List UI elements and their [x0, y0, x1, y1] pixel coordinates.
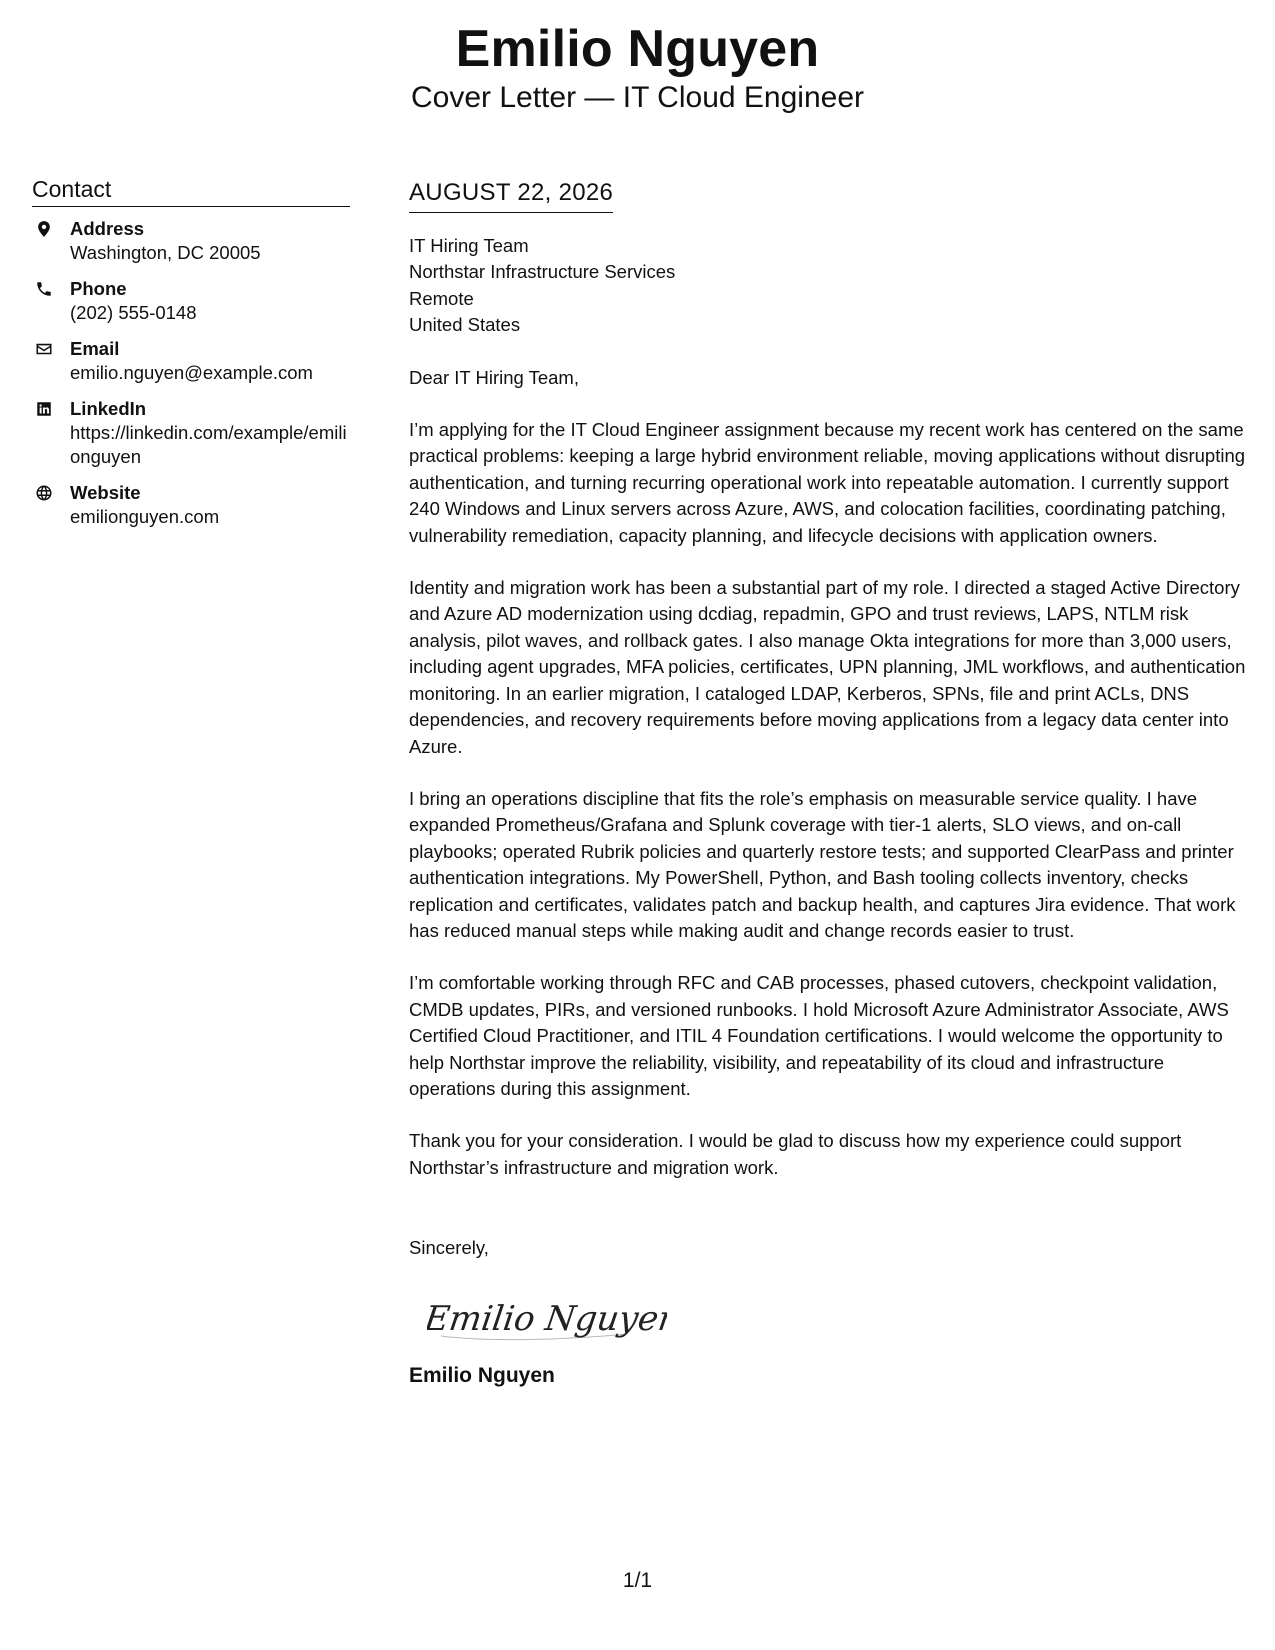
- contact-heading: Contact: [32, 175, 350, 207]
- contact-item-phone: [32, 277, 350, 325]
- contact-item-website: [32, 481, 350, 529]
- page-number: 1/1: [622, 1569, 653, 1592]
- body-paragraph: I bring an operations discipline that fits the role’s emphasis on measurable service quality. I have expanded Prometheus/Grafana and Splunk coverage with tier-1 alerts, SLO views, and on-call playbooks; operated Rubrik policies and quarterly restore tests; and supported ClearPass and printer authentication integrations. My PowerShell, Python, and Bash tooling collects inventory, checks replication and certificates, validates patch and backup health, and captures Jira evidence. That work has reduced manual steps while making audit and change records easier to trust.: [409, 787, 1236, 941]
- contact-label: Email: [70, 338, 120, 359]
- contact-label: LinkedIn: [70, 398, 147, 419]
- recipient-line: IT Hiring Team: [409, 235, 529, 256]
- address-value: Washington, DC 20005: [70, 242, 261, 263]
- contact-label: Phone: [70, 278, 127, 299]
- letter-date: AUGUST 22, 2026: [409, 178, 613, 213]
- contact-label: Website: [70, 482, 141, 503]
- body-paragraph: I’m comfortable working through RFC and CAB processes, phased cutovers, checkpoint validation, CMDB updates, PIRs, and versioned runbooks. I hold Microsoft Azure Administrator Associate, AWS Certified Cloud Practitioner, and ITIL 4 Foundation certifications. I would welcome the opportunity to help Northstar improve the reliability, visibility, and repeatability of its cloud and infrastructure operations during this assignment.: [409, 972, 1229, 1099]
- applicant-name: Emilio Nguyen: [455, 20, 820, 78]
- salutation: Dear IT Hiring Team,: [409, 366, 579, 388]
- body-paragraph: Identity and migration work has been a substantial part of my role. I directed a staged Active Directory and Azure AD modernization using dcdiag, repadmin, GPO and trust reviews, LAPS, NTLM risk analysis, pilot waves, and rollback gates. I also manage Okta integrations for more than 3,000 users, including agent upgrades, MFA policies, certificates, UPN planning, JML workflows, and authentication monitoring. In an earlier migration, I cataloged LDAP, Kerberos, SPNs, file and print ACLs, DNS dependencies, and recovery requirements before moving applications from a legacy data center into Azure.: [409, 577, 1246, 757]
- globe-icon: [32, 481, 70, 505]
- recipient-line: United States: [409, 314, 521, 336]
- signature-glyphs: Emilio Nguyen: [427, 1298, 667, 1339]
- recipient-line: Remote: [409, 287, 474, 309]
- contact-label: Address: [70, 218, 145, 239]
- location-pin-icon: [32, 217, 70, 241]
- contact-item-linkedin: [32, 397, 350, 469]
- closing: Sincerely,: [409, 1237, 489, 1259]
- linkedin-value[interactable]: https://linkedin.com/example/emilionguyen: [70, 422, 347, 467]
- recipient-line: Northstar Infrastructure Services: [409, 261, 676, 283]
- website-value[interactable]: emilionguyen.com: [70, 506, 220, 527]
- letter-body: [409, 178, 1254, 1390]
- phone-value[interactable]: (202) 555-0148: [70, 302, 197, 323]
- contact-item-email: [32, 337, 350, 385]
- body-paragraph: I’m applying for the IT Cloud Engineer assignment because my recent work has centered on the same practical problems: keeping a large hybrid environment reliable, moving applications without disrupting authentication, and turning recurring operational work into repeatable automation. I currently support 240 Windows and Linux servers across Azure, AWS, and colocation facilities, coordinating patching, vulnerability remediation, capacity planning, and lifecycle decisions with application owners.: [409, 419, 1246, 546]
- envelope-icon: [32, 337, 70, 361]
- phone-icon: [32, 277, 70, 301]
- letter-header: [0, 18, 1275, 116]
- recipient-block: [409, 233, 1254, 339]
- body-paragraph: Thank you for your consideration. I would be glad to discuss how my experience could support Northstar’s infrastructure and migration work.: [409, 1130, 1182, 1178]
- email-value[interactable]: emilio.nguyen@example.com: [70, 362, 313, 383]
- handwritten-signature: [427, 1288, 667, 1348]
- document-subtitle: Cover Letter — IT Cloud Engineer: [410, 81, 864, 114]
- contact-item-address: [32, 217, 350, 265]
- signer-name: Emilio Nguyen: [409, 1363, 555, 1387]
- contact-sidebar: [32, 175, 350, 541]
- linkedin-icon: [32, 397, 70, 421]
